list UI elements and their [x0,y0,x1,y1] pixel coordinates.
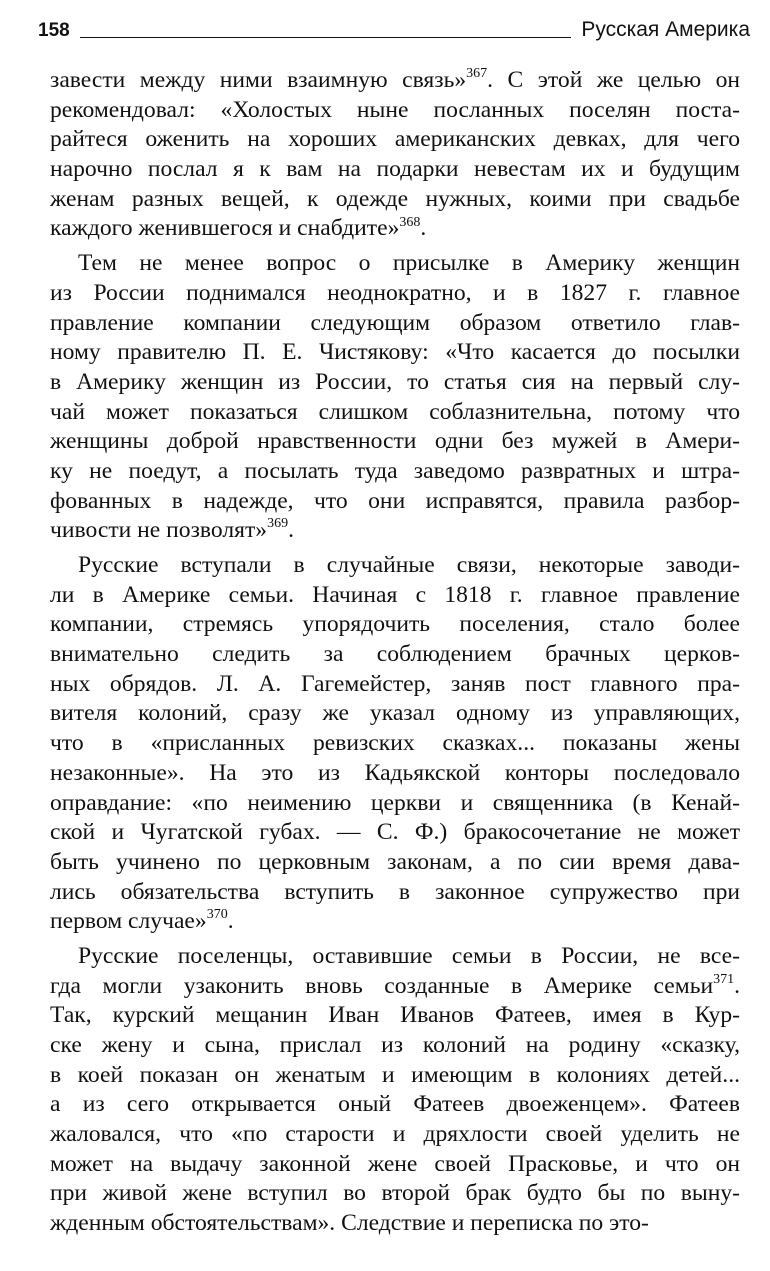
text-line [50,279,740,309]
text-line [50,818,740,848]
text-line [50,155,740,185]
body-text [50,66,740,1244]
text-line [50,581,740,611]
line-text: жденным обстоятельствам». Следствие и переписка по это- [50,1210,649,1237]
line-text: первом случае» [50,908,207,935]
line-text: ку не поедут, а посылать туда заведомо развратных и штра- [50,457,740,484]
line-text: фованных в надежде, что они исправятся, правила разбор- [50,487,740,514]
paragraph [50,249,740,546]
line-text: оправдание: «по неимению церкви и священника (в Кенай- [50,789,740,816]
line-text: гда могли узаконить вновь созданные в Америке семьи [50,972,714,999]
line-text: Тем не менее вопрос о присылке в Америку женщин [78,250,740,277]
footnote-marker[interactable]: 370 [206,907,228,923]
text-line [50,551,740,581]
text-line [50,185,740,215]
text-line [50,487,740,517]
paragraph [50,551,740,937]
page-header [38,10,750,42]
text-line [50,729,740,759]
line-text: ской и Чугатской губах. — С. Ф.) бракосочетание не может [50,819,740,846]
text-line [50,368,740,398]
line-text: нарочно послал я к вам на подарки невестам их и будущим [50,156,740,183]
text-line [50,1209,740,1239]
line-text: вителя колоний, сразу же указал одному из управляющих, [50,700,740,727]
line-text: Русские вступали в случайные связи, некоторые заводи- [78,552,740,578]
page-number: 158 [38,20,70,41]
line-text: женщины доброй нравственности одни без мужей в Амери- [50,428,740,455]
line-text: каждого женившегося и снабдите» [50,215,400,242]
line-text: при живой жене вступил во второй брак будто бы по выну- [50,1180,740,1207]
line-text: незаконные». На это из Кадьякской конторы последовало [50,759,740,786]
footnote-marker[interactable]: 369 [267,516,289,532]
line-text: из России поднимался неоднократно, и в 1827 г. главное [50,279,740,306]
line-text: женам разных вещей, к одежде нужных, коими при свадьбе [50,185,740,212]
text-line [50,66,740,96]
text-line [50,1150,740,1180]
text-line [50,789,740,819]
text-line [50,427,740,457]
line-text: чивости не позволят» [50,517,268,544]
line-text-after-footnote: . С этой же целью он [487,67,740,93]
text-line [50,338,740,368]
text-line [50,848,740,878]
line-text: лись обязательства вступить в законное супружество при [50,878,740,905]
text-line [50,699,740,729]
line-text: жаловался, что «по старости и дряхлости своей уделить не [50,1121,740,1148]
line-text: Русские поселенцы, оставившие семьи в России, не все- [78,942,740,969]
text-line [50,1031,740,1061]
text-line [50,96,740,126]
line-text: может на выдачу законной жене своей Прасковье, и что он [50,1150,740,1177]
text-line [50,398,740,428]
footnote-marker[interactable]: 367 [466,66,488,82]
line-text-after-footnote: . [420,215,427,242]
text-line [50,670,740,700]
header-rule [80,37,572,38]
line-text: ли в Америке семьи. Начиная с 1818 г. главное правление [50,581,740,608]
footnote-marker[interactable]: 371 [713,971,735,987]
line-text: ному правителю П. Е. Чистякову: «Что касается до посылки [50,339,740,366]
text-line [50,214,740,244]
paragraph [50,66,740,244]
text-line [50,610,740,640]
line-text: рекомендовал: «Холостых ныне посланных поселян поста- [50,96,740,123]
text-line [50,878,740,908]
line-text: внимательно следить за соблюдением брачных церков- [50,641,740,668]
line-text: компании, стремясь упорядочить поселения, стало более [50,611,740,638]
text-line [50,125,740,155]
line-text: в коей показан он женатым и имеющим в колониях детей... [50,1061,740,1088]
running-title: Русская Америка [581,18,750,41]
line-text: ных обрядов. Л. А. Гагемейстер, заняв пост главного пра- [50,670,740,697]
line-text: что в «присланных ревизских сказках... показаны жены [50,730,740,757]
line-text: чай может показаться слишком соблазнительна, потому что [50,398,740,425]
line-text: завести между ними взаимную связь» [50,67,467,93]
line-text-after-footnote: . [288,517,295,544]
text-line [50,942,740,972]
text-line [50,1179,740,1209]
line-text: ске жену и сына, прислал из колоний на родину «сказку, [50,1032,740,1058]
text-line [50,1090,740,1120]
text-line [50,516,740,546]
line-text: быть учинено по церковным законам, а по сии время дава- [50,848,740,875]
text-line [50,1001,740,1031]
text-line [50,457,740,487]
text-line [50,249,740,279]
text-line [50,907,740,937]
paragraph [50,942,740,1239]
line-text-after-footnote: . [227,908,234,935]
text-line [50,640,740,670]
line-text: правление компании следующим образом ответило глав- [50,309,740,336]
line-text: а из сего открывается оный Фатеев двоеженцем». Фатеев [50,1091,740,1118]
text-line [50,972,740,1002]
line-text: Так, курский мещанин Иван Иванов Фатеев, имея в Кур- [50,1002,740,1029]
text-line [50,1120,740,1150]
line-text-after-footnote: . [734,972,740,999]
footnote-marker[interactable]: 368 [399,214,421,230]
line-text: в Америку женщин из России, то статья сия на первый слу- [50,368,740,395]
text-line [50,759,740,789]
text-line [50,309,740,339]
text-line [50,1061,740,1091]
line-text: райтеся оженить на хороших американских девках, для чего [50,126,740,153]
